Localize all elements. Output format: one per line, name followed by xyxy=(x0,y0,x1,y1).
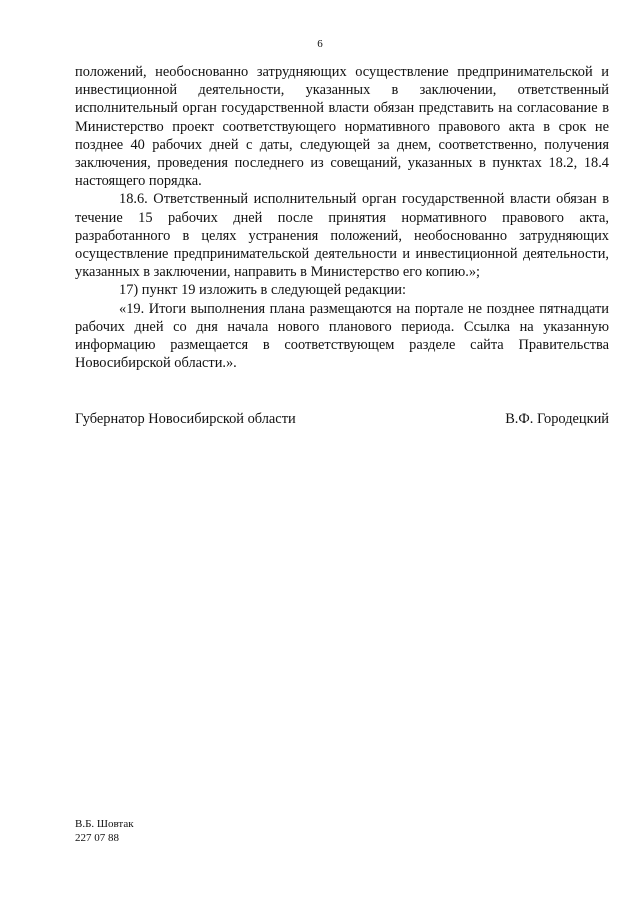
executor-block xyxy=(75,818,134,845)
executor-name: В.Б. Шовтак xyxy=(75,818,134,830)
document-body xyxy=(75,63,609,372)
paragraph-18-6: 18.6. Ответственный исполнительный орган государственной власти обязан в течение 15 рабочих дней после принятия нормативного правового акта, разработанного в целях устранения положений, необоснованно затрудняющих осуществление предпринимательской деятельности и инвестиционной деятельности, указанных в заключении, направить в Министерство его копию.»; xyxy=(75,191,609,281)
signatory-position: Губернатор Новосибирской области xyxy=(75,411,296,427)
executor-phone: 227 07 88 xyxy=(75,831,119,844)
page-number: 6 xyxy=(317,38,323,50)
paragraph-19-quote: «19. Итоги выполнения плана размещаются на портале не позднее пятнадцати рабочих дней со дня начала нового планового периода. Ссылка на указанную информацию размещается в соответствующем разделе сайта Правительства Новосибирской области.». xyxy=(75,300,609,372)
signature-block xyxy=(75,410,609,428)
signatory-name: В.Ф. Городецкий xyxy=(505,411,609,427)
paragraph-item-17: 17) пункт 19 изложить в следующей редакции: xyxy=(119,282,406,299)
paragraph-continuation: положений, необоснованно затрудняющих осуществление предпринимательской и инвестиционной деятельности, указанных в заключении, ответственный исполнительный орган государственной власти обязан представить на согласование в Министерство проект соответствующего нормативного правового акта в срок не позднее 40 рабочих дней с даты, следующей за днем, соответственно, получения заключения, проведения последнего из совещаний, указанных в пунктах 18.2, 18.4 настоящего порядка. xyxy=(75,64,609,190)
